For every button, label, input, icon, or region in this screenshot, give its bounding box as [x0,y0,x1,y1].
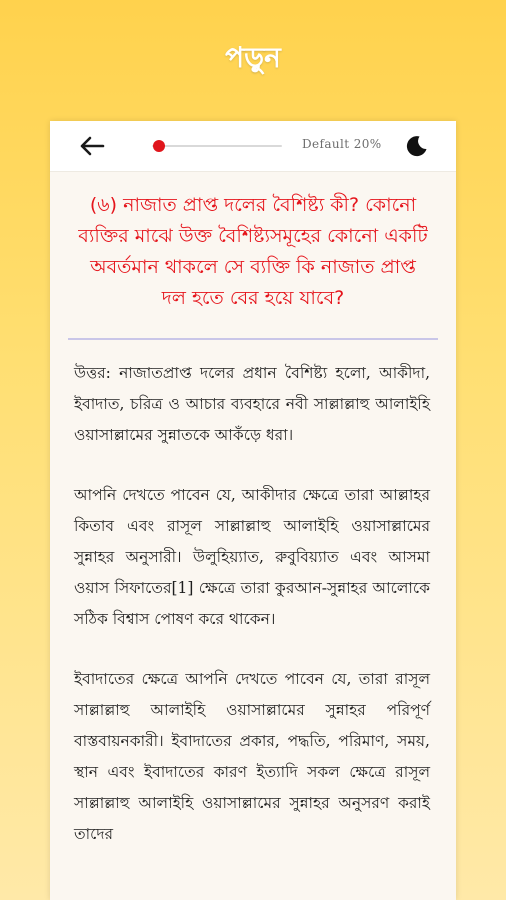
arrow-left-icon [79,136,105,156]
slider-thumb[interactable] [153,140,165,152]
slider-track [152,145,282,147]
question-heading: (৬) নাজাত প্রাপ্ত দলের বৈশিষ্ট্য কী? কোনো ব্যক্তির মাঝে উক্ত বৈশিষ্ট্যসমূহের কোনো একটি অবর্তমান থাকলে সে ব্যক্তি কি নাজাত প্রাপ্ত দল হতে বের হয়ে যাবে? [78,194,428,309]
font-size-label: Default 20% [302,137,382,151]
article-body [50,340,456,850]
reader-toolbar [50,121,456,172]
banner-title: পড়ুন [225,41,281,74]
reader-screen [50,121,456,900]
paragraph: আপনি দেখতে পাবেন যে, আকীদার ক্ষেত্রে তারা আল্লাহর কিতাব এবং রাসূল সাল্লাল্লাহু আলাইহি ওয়াসাল্লামের সুন্নাহর অনুসারী। উলুহিয়্যাত, রুবুবিয়্যাত এবং আসমা ওয়াস সিফাতের[1] ক্ষেত্রে তারা কুরআন-সুন্নাহর আলোকে সঠিক বিশ্বাস পোষণ করে থাকেন। [74,486,430,628]
paragraph: ইবাদাতের ক্ষেত্রে আপনি দেখতে পাবেন যে, তারা রাসূল সাল্লাল্লাহু আলাইহি ওয়াসাল্লামের সুন্নাহর পরিপূর্ণ বাস্তবায়নকারী। ইবাদাতের প্রকার, পদ্ধতি, পরিমাণ, সময়, স্থান এবং ইবাদাতের কারণ ইত্যাদি সকল ক্ষেত্রে রাসূল সাল্লাল্লাহু আলাইহি ওয়াসাল্লামের সুন্নাহর অনুসরণ করাই তাদের [74,670,430,843]
font-size-slider[interactable] [146,139,282,153]
moon-icon [405,134,429,158]
night-mode-button[interactable] [405,134,429,158]
back-button[interactable] [78,133,106,159]
paragraph: উত্তর: নাজাতপ্রাপ্ত দলের প্রধান বৈশিষ্ট্য হলো, আকীদা, ইবাদাত, চরিত্র ও আচার ব্যবহারে নবী সাল্লাল্লাহু আলাইহি ওয়াসাল্লামের সুন্নাতকে আকঁড়ে ধরা। [74,364,430,444]
